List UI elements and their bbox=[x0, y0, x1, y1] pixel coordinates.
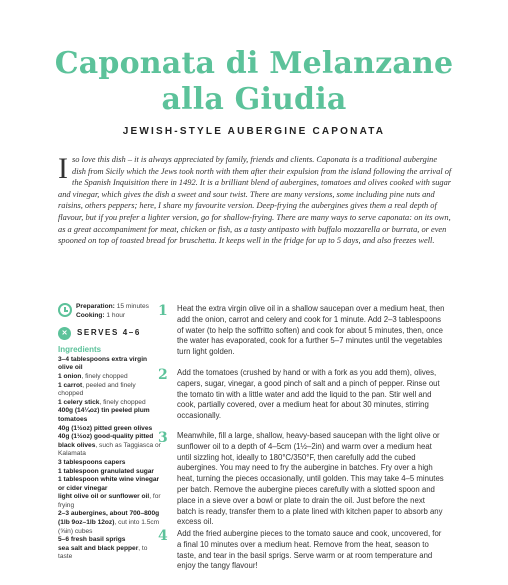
ingredient-name: 1 onion bbox=[58, 372, 82, 380]
ingredient-name: 2–3 aubergines, about 700–800g (1lb 9oz–1lb 12oz) bbox=[58, 510, 160, 527]
ingredient-name: sea salt and black pepper bbox=[58, 544, 139, 552]
intro-text: so love this dish – it is always appreciated by family, friends and clients. Caponata is a traditional aubergine dish from Sicily which the Jews took north with them after their expulsion from the island following the arrival of the Spanish Inquisition there in 1492. It is a brilliant blend of aubergines, tomatoes and olives cooked with sugar and vinegar, which gives the dish a sweet and sour twist. There are many versions, some including pine nuts and raisins, others peppers; here, I share my favourite version. Deep-frying the aubergines gives them a real depth of flavour, but if you prefer a lighter version, go for shallow-frying. There are many ways to serve caponata: on its own, as a great accompaniment for meat, chicken or fish, as a tasty antipasto with buffalo mozzarella or burrata, or even spooned on top of toasted bread for bruschetta. It keeps well in the fridge for up to 5 days, and also freezes well. bbox=[58, 155, 452, 246]
ingredient-item bbox=[58, 407, 162, 424]
step-text: Heat the extra virgin olive oil in a shallow saucepan over a medium heat, then add the onion, carrot and celery and cook for 1 minute. Add 2–3 tablespoons of water (to help the soffritto soften) and cook for about 5 minutes, then, once the water has evaporated, cook for a further 5–7 minutes until the vegetables turn light golden. bbox=[177, 304, 445, 357]
ingredient-item bbox=[58, 356, 162, 373]
ingredient-name: 40g (1½oz) good-quality pitted black olives bbox=[58, 433, 154, 449]
method-step bbox=[158, 431, 445, 528]
recipe-title bbox=[0, 46, 508, 118]
ingredient-name: 40g (1½oz) pitted green olives bbox=[58, 424, 153, 432]
ingredient-item bbox=[58, 536, 162, 545]
method-step bbox=[158, 304, 445, 358]
step-number: 1 bbox=[158, 303, 168, 319]
fork-knife-icon: ✕ bbox=[58, 327, 71, 340]
clock-icon bbox=[58, 303, 72, 317]
method-step bbox=[158, 529, 445, 572]
serves-label: SERVES 4–6 bbox=[77, 328, 141, 338]
ingredient-name: 1 tablespoon granulated sugar bbox=[58, 467, 154, 475]
ingredients-list bbox=[58, 356, 162, 562]
serves-row bbox=[58, 327, 162, 340]
ingredient-item bbox=[58, 459, 162, 468]
step-text: Add the fried aubergine pieces to the tomato sauce and cook, uncovered, for a final 10 minutes over a medium heat. Remove from the heat, season to taste, and tear in the basil sprigs. Serve warm or at room temperature and enjoy the tangy flavour! bbox=[177, 529, 442, 571]
ingredient-note: , finely chopped bbox=[99, 398, 146, 406]
ingredient-note: , for frying bbox=[58, 493, 161, 509]
ingredient-item bbox=[58, 425, 162, 434]
ingredient-item bbox=[58, 545, 162, 562]
time-info bbox=[58, 303, 162, 320]
ingredients-heading: Ingredients bbox=[58, 345, 102, 355]
ingredient-note: , such as Taggiasca or Kalamata bbox=[58, 441, 161, 458]
ingredient-name: 3–4 tablespoons extra virgin olive oil bbox=[58, 355, 148, 372]
ingredient-name: light olive oil or sunflower oil bbox=[58, 493, 150, 501]
recipe-subtitle: JEWISH-STYLE AUBERGINE CAPONATA bbox=[122, 126, 386, 137]
recipe-sidebar bbox=[58, 303, 162, 562]
ingredient-name: 1 tablespoon white wine vinegar or cider vinegar bbox=[58, 476, 160, 492]
ingredient-note: , peeled and finely chopped bbox=[58, 381, 136, 398]
ingredient-item bbox=[58, 433, 162, 459]
step-number: 4 bbox=[158, 528, 168, 544]
ingredient-name: 5–6 fresh basil sprigs bbox=[58, 536, 126, 544]
ingredient-item bbox=[58, 373, 162, 382]
prep-time bbox=[76, 303, 149, 312]
recipe-title-line-1: Caponata di Melanzane bbox=[54, 46, 454, 81]
ingredient-note: , to taste bbox=[58, 544, 148, 561]
step-text: Meanwhile, fill a large, shallow, heavy-based saucepan with the light olive or sunflower oil to a depth of 4–5cm (1½–2in) and warm over a medium heat until sizzling hot, ideally to 180°C/350°F, then carefully add the cubed aubergines. You may need to fry the aubergine in batches. Fry over a high heat, turning the pieces occasionally, until golden. This may take 4–5 minutes per batch. Remove the aubergine pieces carefully with a slotted spoon and place in a sieve over a bowl or plate to drain the oil. Just before the next batch is ready, transfer them to a plate lined with kitchen paper to absorb any excess oil. bbox=[177, 431, 444, 527]
ingredient-name: 3 tablespoons capers bbox=[58, 458, 126, 466]
method-step bbox=[158, 368, 445, 422]
recipe-title-line-2: alla Giudia bbox=[161, 82, 347, 117]
ingredient-note: , cut into 1.5cm (⅝in) cubes bbox=[58, 519, 160, 535]
step-number: 3 bbox=[158, 430, 168, 446]
intro-paragraph bbox=[58, 154, 452, 247]
prep-label: Preparation: bbox=[76, 303, 115, 310]
ingredient-item bbox=[58, 468, 162, 477]
ingredient-name: 400g (14¼oz) tin peeled plum tomatoes bbox=[58, 407, 150, 423]
ingredient-item bbox=[58, 510, 162, 536]
ingredient-name: 1 celery stick bbox=[58, 398, 100, 406]
ingredient-note: , finely chopped bbox=[81, 372, 128, 380]
ingredient-item bbox=[58, 382, 162, 399]
cook-time bbox=[76, 312, 149, 321]
times bbox=[76, 303, 149, 320]
ingredient-item bbox=[58, 493, 162, 510]
ingredient-item bbox=[58, 476, 162, 493]
drop-cap: I bbox=[58, 152, 68, 185]
ingredient-name: 1 carrot bbox=[58, 381, 83, 389]
prep-value: 15 minutes bbox=[116, 303, 149, 310]
step-text: Add the tomatoes (crushed by hand or with a fork as you add them), olives, capers, sugar, vinegar, a good pinch of salt and a pinch of pepper. Rinse out the tomato tin with a little water and add the liquid to the pan. Stir well and cook, partially covered, over a medium heat for about 30 minutes, stirring occasionally. bbox=[177, 368, 440, 421]
cook-label: Cooking: bbox=[76, 311, 105, 319]
step-number: 2 bbox=[158, 367, 168, 383]
cook-value: 1 hour bbox=[106, 311, 126, 319]
